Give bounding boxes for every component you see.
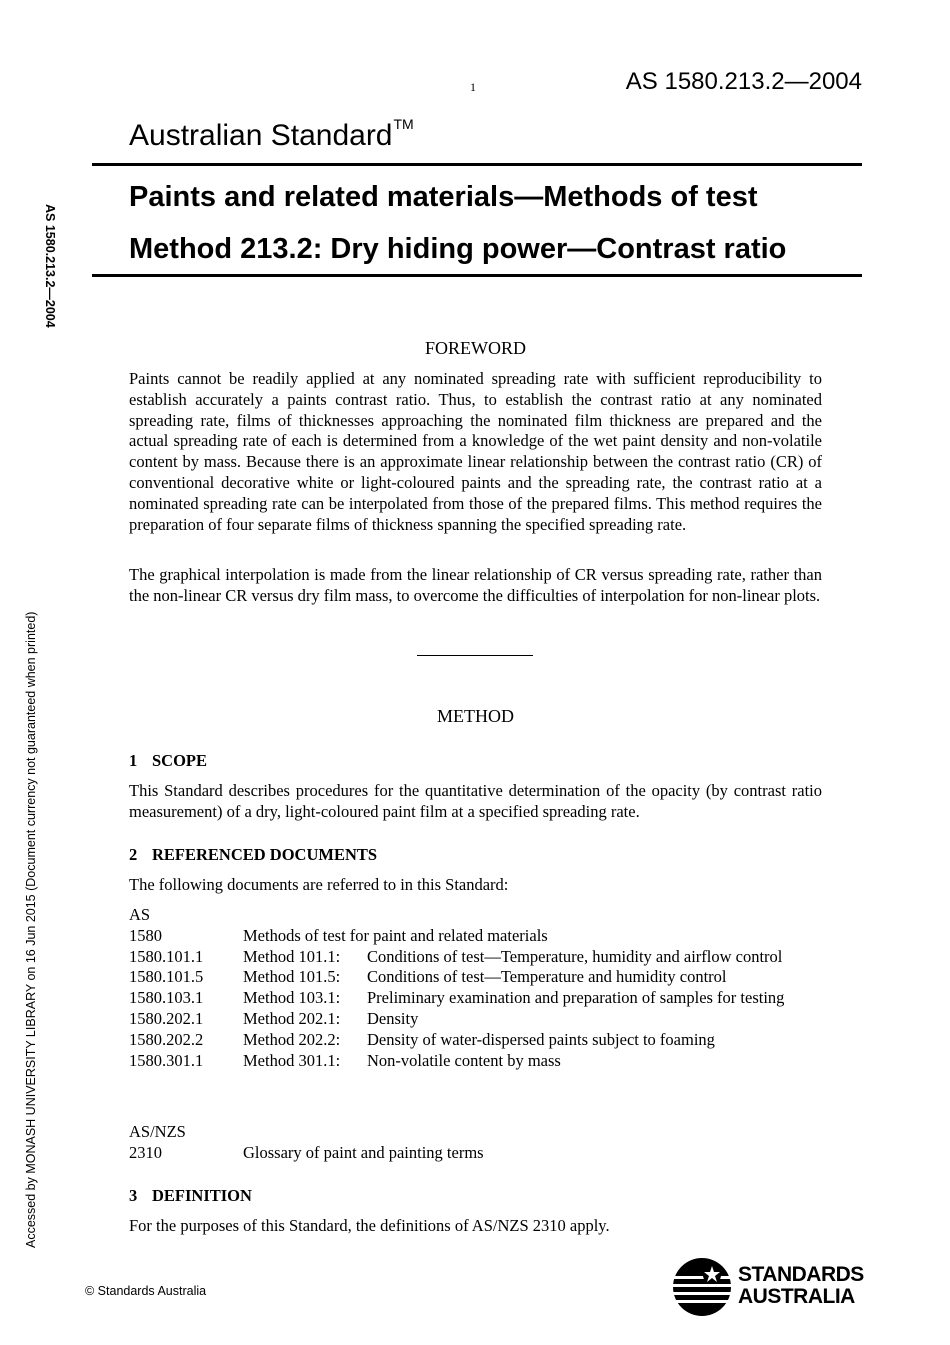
section-number: 3	[129, 1186, 138, 1205]
section-number: 1	[129, 751, 138, 770]
section-heading-definition	[129, 1186, 252, 1206]
brand-title	[129, 116, 414, 153]
section-heading-scope	[129, 751, 207, 771]
logo-emblem-icon	[672, 1257, 732, 1317]
reference-group-label: AS/NZS	[129, 1122, 186, 1141]
reference-row	[129, 947, 822, 968]
logo-text-line2: AUSTRALIA	[738, 1285, 855, 1308]
reference-list-as	[129, 905, 822, 1071]
reference-title: Methods of test for paint and related materials	[243, 925, 548, 945]
copyright-notice: © Standards Australia	[85, 1284, 207, 1298]
reference-row	[129, 988, 822, 1009]
logo-text-line1: STANDARDS	[738, 1263, 864, 1286]
reference-method: Method 301.1:	[243, 1050, 341, 1070]
references-intro: The following documents are referred to in this Standard:	[129, 875, 509, 894]
reference-method: Method 202.1:	[243, 1008, 341, 1028]
reference-method: Method 101.1:	[243, 946, 341, 966]
reference-code: 1580.101.5	[129, 967, 204, 987]
section-heading-references	[129, 845, 377, 865]
section-divider	[417, 655, 533, 656]
reference-row	[129, 1009, 822, 1030]
section-title: REFERENCED DOCUMENTS	[152, 845, 378, 864]
reference-row	[129, 1051, 822, 1072]
reference-method: Method 202.2:	[243, 1029, 341, 1049]
reference-title: Density	[367, 1008, 419, 1028]
reference-code: 2310	[129, 1142, 162, 1162]
definition-text: For the purposes of this Standard, the definitions of AS/NZS 2310 apply.	[129, 1216, 610, 1235]
reference-method: Method 103.1:	[243, 988, 341, 1008]
scope-text: This Standard describes procedures for the quantitative determination of the opacity (by contrast ratio measurement) of a dry, light-coloured paint film at a specified spreading rate.	[129, 781, 822, 821]
section-number: 2	[129, 845, 138, 864]
reference-code: 1580	[129, 925, 162, 945]
brand-text: Australian Standard	[129, 119, 393, 152]
reference-group-label: AS	[129, 905, 151, 924]
section-title: SCOPE	[152, 751, 208, 770]
reference-code: 1580.101.1	[129, 946, 204, 966]
document-title: Paints and related materials—Methods of test	[129, 181, 758, 213]
method-heading: METHOD	[437, 706, 514, 726]
foreword-paragraph-1: Paints cannot be readily applied at any nominated spreading rate with sufficient reproducibility to establish accurately a paints contrast ratio. Thus, to establish the contrast ratio at any nominated spreading rate, films of thicknesses approaching the nominated film thickness are prepared and the actual spreading rate of each is determined from a knowledge of the wet paint density and non-volatile content by mass. Because there is an approximate linear relationship between the contrast ratio (CR) of conventional decorative white or light-coloured paints and the spreading rate, the contrast ratio at a nominated spreading rate can be interpolated from those of the prepared films. This method requires the preparation of four separate films of thickness spanning the specified spreading rate.	[129, 369, 822, 534]
reference-row	[129, 926, 822, 947]
top-rule	[92, 163, 862, 166]
reference-title: Density of water-dispersed paints subject to foaming	[367, 1029, 715, 1049]
foreword-paragraph-2: The graphical interpolation is made from the linear relationship of CR versus spreading rate, rather than the non-linear CR versus dry film mass, to overcome the difficulties of interpolation for non-linear plots.	[129, 565, 822, 605]
standard-code: AS 1580.213.2—2004	[625, 68, 862, 95]
side-standard-code: AS 1580.213.2—2004	[43, 204, 57, 328]
reference-code: 1580.202.1	[129, 1008, 204, 1028]
reference-method: Method 101.5:	[243, 967, 341, 987]
reference-title: Preliminary examination and preparation of samples for testing	[367, 988, 785, 1008]
reference-row	[129, 1030, 822, 1051]
standards-australia-logo	[672, 1257, 872, 1317]
reference-row	[129, 1143, 822, 1164]
title-rule	[92, 274, 862, 277]
foreword-heading: FOREWORD	[424, 338, 526, 358]
document-subtitle: Method 213.2: Dry hiding power—Contrast ratio	[129, 233, 787, 265]
access-note: Accessed by MONASH UNIVERSITY LIBRARY on 16 Jun 2015 (Document currency not guaranteed when printed)	[24, 611, 38, 1248]
reference-code: 1580.103.1	[129, 988, 204, 1008]
reference-row	[129, 967, 822, 988]
reference-code: 1580.301.1	[129, 1050, 204, 1070]
reference-title: Conditions of test—Temperature and humidity control	[367, 967, 727, 987]
reference-title: Conditions of test—Temperature, humidity and airflow control	[367, 946, 783, 966]
reference-code: 1580.202.2	[129, 1029, 204, 1049]
section-title: DEFINITION	[152, 1186, 252, 1205]
reference-title: Glossary of paint and painting terms	[243, 1142, 484, 1162]
page-number: 1	[470, 80, 476, 94]
reference-title: Non-volatile content by mass	[367, 1050, 561, 1070]
trademark: TM	[393, 116, 414, 132]
reference-list-asnzs	[129, 1122, 822, 1164]
